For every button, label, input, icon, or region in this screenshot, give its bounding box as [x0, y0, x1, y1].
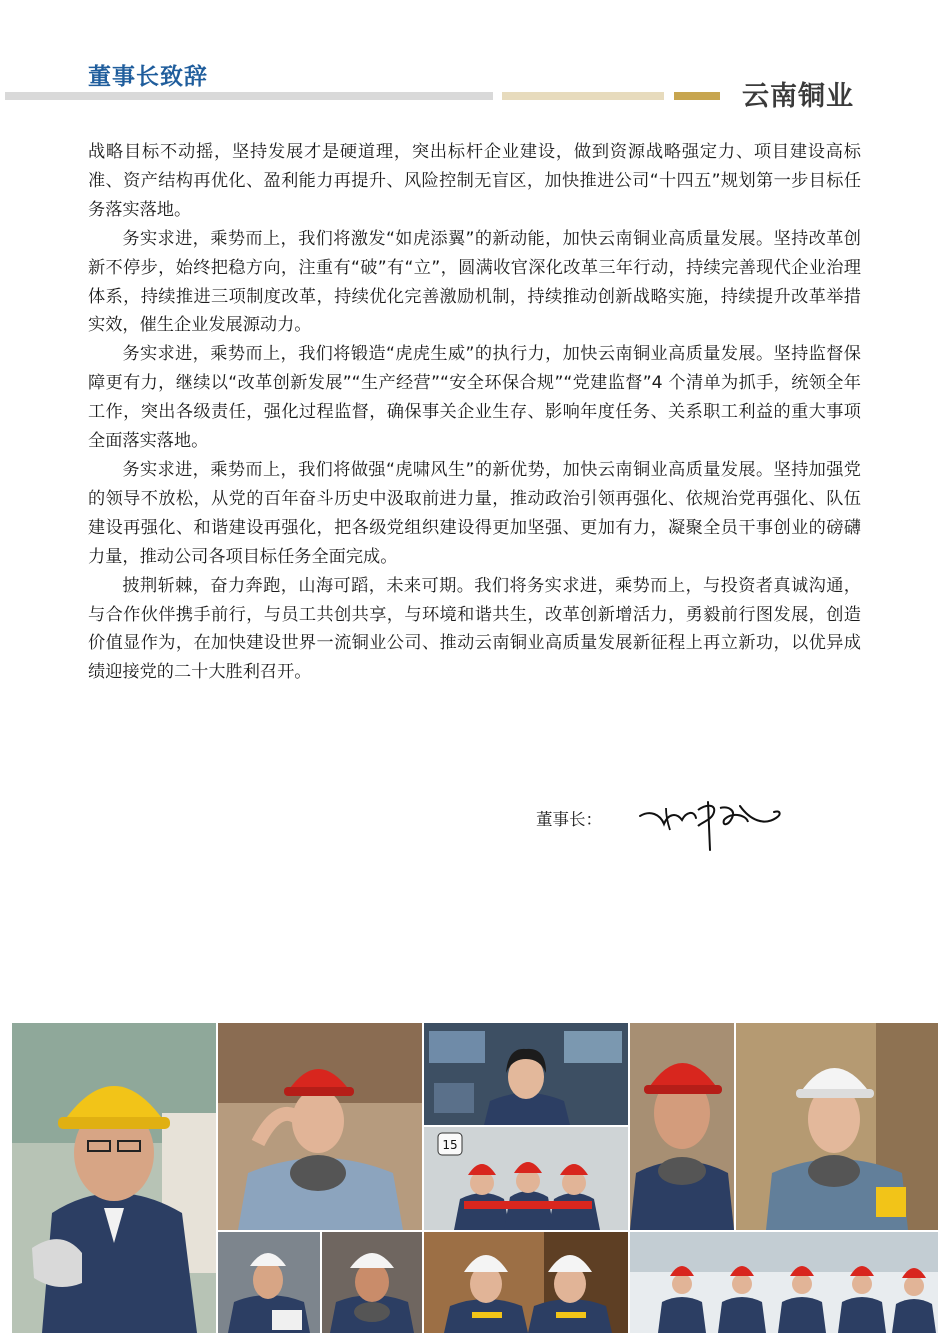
paragraph: 务实求进，乘势而上，我们将做强“虎啸风生”的新优势，加快云南铜业高质量发展。坚持加强党的领导不放松，从党的百年奋斗历史中汲取前进力量，推动政治引领再强化、依规治党再强化、队伍建设再强化、和谐建设再强化，把各级党组织建设得更加坚强、更加有力，凝聚全员干事创业的磅礴力量，推动公司各项目标任务全面完成。: [88, 459, 861, 567]
photo-workers-red-helmets-group: [424, 1127, 628, 1230]
paragraph: 披荆斩棘，奋力奔跑，山海可蹈，未来可期。我们将务实求进，乘势而上，与投资者真诚沟通，与合作伙伴携手前行，与员工共创共享，与环境和谐共生，改革创新增活力，勇毅前行图发展，创造价值显作为，在加快建设世界一流铜业公司、推动云南铜业高质量发展新征程上再立新功，以优异成绩迎接党的二十大胜利召开。: [88, 575, 861, 683]
company-logo: 云南铜业: [742, 81, 854, 112]
photo-worker-laughing: [322, 1232, 422, 1333]
speech-body: [88, 138, 861, 687]
photo-worker-white-helmet: [736, 1023, 938, 1230]
signature-label: 董事长：: [536, 810, 602, 829]
photo-workers-snow-group: [630, 1232, 938, 1333]
photo-worker-red-helmet-smile: [630, 1023, 734, 1230]
photo-worker-notebook: [218, 1232, 320, 1333]
staff-photo-collage: [12, 1023, 938, 1333]
header-title: 董事长致辞: [88, 64, 208, 90]
header-bar-beige: [502, 92, 664, 100]
photo-worker-salute: [218, 1023, 422, 1230]
paragraph: 战略目标不动摇，坚持发展才是硬道理，突出标杆企业建设，做到资源战略强定力、项目建设高标准、资产结构再优化、盈利能力再提升、风险控制无盲区，加快推进公司“十四五”规划第一步目标任务落实落地。: [88, 142, 862, 220]
photo-worker-control-room: [424, 1023, 628, 1125]
handwritten-signature: [636, 786, 786, 856]
header-bar-grey: [5, 92, 493, 100]
paragraph: 务实求进，乘势而上，我们将激发“如虎添翼”的新动能，加快云南铜业高质量发展。坚持改革创新不停步，始终把稳方向，注重有“破”有“立”，圆满收官深化改革三年行动，持续完善现代企业治理体系，持续推进三项制度改革，持续优化完善激励机制，持续推动创新战略实施，持续提升改革举措实效，催生企业发展源动力。: [88, 228, 861, 336]
helmet-number: 15: [442, 1138, 458, 1152]
paragraph: 务实求进，乘势而上，我们将锻造“虎虎生威”的执行力，加快云南铜业高质量发展。坚持监督保障更有力，继续以“改革创新发展”“生产经营”“安全环保合规”“党建监督”4 个清单为抓手，统领全年工作，突出各级责任，强化过程监督，确保事关企业生存、影响年度任务、关系职工利益的重大事项全面落实落地。: [88, 344, 861, 452]
header-bar-gold: [674, 92, 720, 100]
photo-worker-yellow-helmet: [12, 1023, 216, 1333]
photo-workers-white-helmets: [424, 1232, 628, 1333]
